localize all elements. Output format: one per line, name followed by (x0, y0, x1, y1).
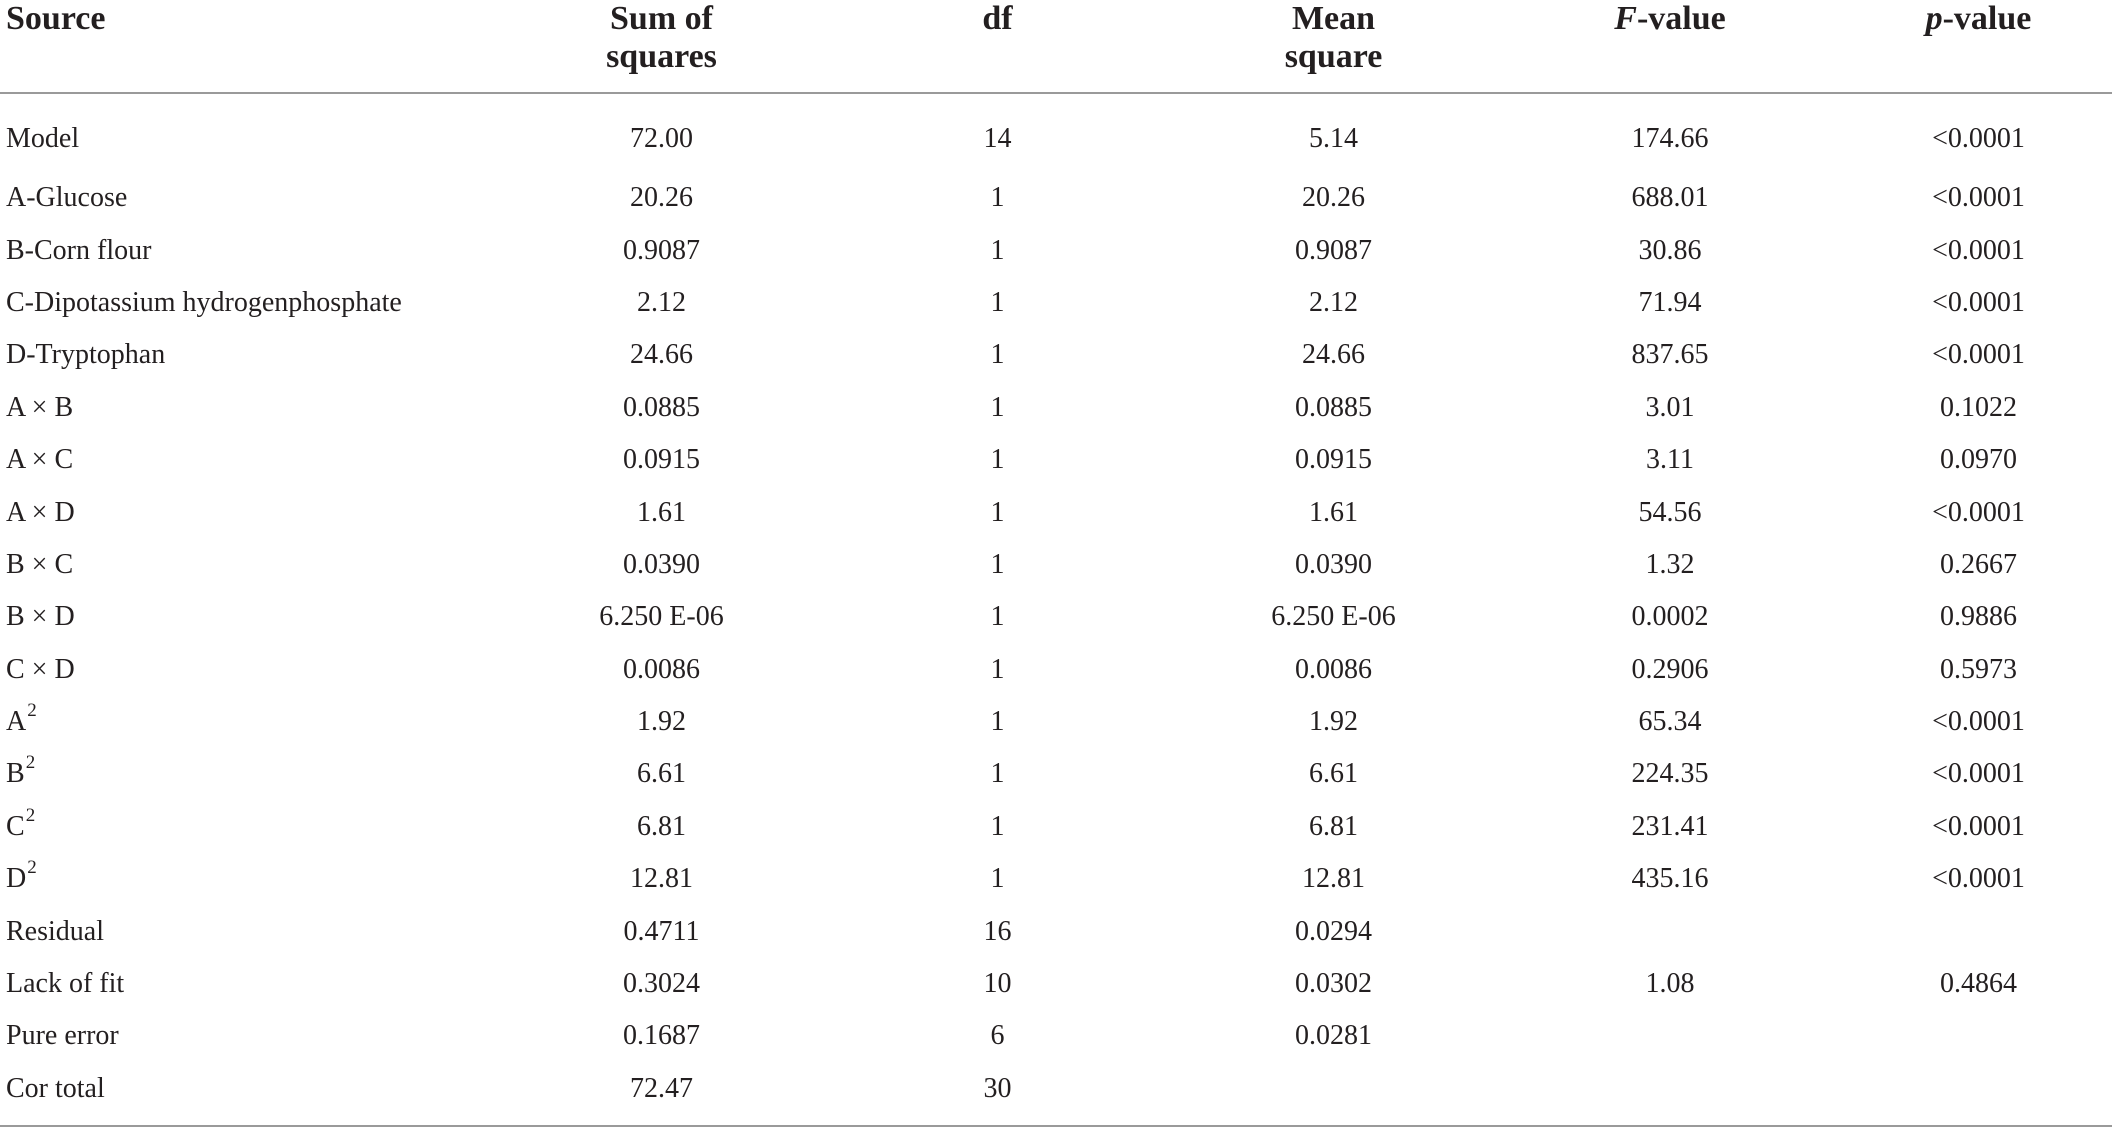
cell-df: 6 (990, 1020, 1005, 1052)
cell-mean-square: 0.0390 (1295, 548, 1372, 580)
cell-df: 1 (990, 810, 1005, 842)
cell-mean-square: 6.250 E-06 (1271, 601, 1396, 633)
cell-sum-of-squares: 0.9087 (623, 234, 700, 266)
table-row (0, 696, 2112, 748)
cell-df: 1 (990, 339, 1005, 371)
table-row (0, 958, 2112, 1010)
cell-mean-square: 6.61 (1309, 758, 1358, 790)
cell-f-value (1495, 1010, 1845, 1062)
table-row (0, 172, 2112, 224)
cell-mean-square: 12.81 (1302, 863, 1365, 895)
header-df: df (823, 0, 1172, 93)
cell-mean-square: 0.0086 (1295, 653, 1372, 685)
cell-p-value: 0.5973 (1940, 653, 2017, 685)
cell-f-value: 71.94 (1638, 286, 1702, 318)
cell-source: Lack of fit (6, 968, 125, 1000)
cell-source: Model (6, 123, 80, 154)
table-row (0, 853, 2112, 905)
cell-f-value (1495, 905, 1845, 957)
cell-source: $A^2$ (6, 700, 37, 738)
cell-sum-of-squares: 72.47 (500, 1063, 823, 1126)
cell-sum-of-squares: 1.92 (637, 706, 686, 738)
cell-p-value (1845, 905, 2112, 957)
table-row (0, 644, 2112, 696)
table-row (0, 748, 2112, 800)
cell-p-value (1845, 1063, 2112, 1126)
cell-df: 1 (990, 653, 1005, 685)
cell-f-value: 54.56 (1638, 496, 1702, 528)
cell-f-value: 688.01 (1631, 182, 1709, 214)
cell-df: 16 (983, 915, 1012, 947)
cell-f-value: 30.86 (1638, 234, 1702, 266)
cell-f-value: 837.65 (1631, 339, 1709, 371)
cell-mean-square: 1.92 (1309, 706, 1358, 738)
cell-mean-square: 0.0885 (1295, 391, 1372, 423)
cell-f-value: 1.08 (1645, 968, 1695, 1000)
cell-sum-of-squares: 0.0915 (623, 444, 700, 476)
cell-mean-square: 6.81 (1309, 810, 1358, 842)
cell-mean-square: 5.14 (1309, 123, 1358, 154)
cell-sum-of-squares: 0.0086 (623, 653, 700, 685)
cell-source: $B^2$ (6, 752, 36, 790)
cell-source: D-Tryptophan (6, 339, 166, 371)
cell-source: $D^2$ (6, 857, 37, 895)
cell-sum-of-squares: 72.00 (630, 123, 693, 154)
cell-source: B × C (6, 548, 74, 580)
cell-f-value (1495, 1063, 1845, 1126)
cell-p-value: 0.4864 (1940, 968, 2017, 1000)
header-source: Source (0, 0, 500, 93)
table-row (0, 277, 2112, 329)
header-sum-of-squares: Sum of squares (500, 0, 823, 93)
cell-mean-square: 2.12 (1309, 286, 1358, 318)
table-row (0, 224, 2112, 276)
cell-source: Pure error (6, 1020, 119, 1052)
table-row (0, 1063, 2112, 1126)
table-row (0, 486, 2112, 538)
cell-sum-of-squares: 0.1687 (623, 1020, 700, 1052)
cell-sum-of-squares: 24.66 (630, 339, 693, 371)
header-p-value: p-value (1845, 0, 2112, 93)
cell-df: 10 (983, 968, 1012, 1000)
cell-f-value: 0.2906 (1631, 653, 1709, 685)
cell-f-value: 3.01 (1645, 391, 1695, 423)
cell-df: 1 (990, 758, 1005, 790)
cell-sum-of-squares: 2.12 (637, 286, 686, 318)
table-row (0, 801, 2112, 853)
table-body (0, 93, 2112, 1126)
cell-source: A-Glucose (6, 182, 128, 214)
cell-sum-of-squares: 20.26 (630, 182, 693, 214)
cell-df: 1 (990, 182, 1005, 214)
cell-p-value: <0.0001 (1932, 810, 2025, 842)
cell-mean-square: 24.66 (1302, 339, 1365, 371)
cell-mean-square: 0.9087 (1295, 234, 1372, 266)
cell-p-value: 0.2667 (1940, 548, 2017, 580)
cell-mean-square: 1.61 (1309, 496, 1358, 528)
cell-p-value: <0.0001 (1932, 496, 2025, 528)
table-row (0, 1010, 2112, 1062)
cell-p-value: <0.0001 (1932, 286, 2025, 318)
cell-f-value: 3.11 (1646, 444, 1694, 476)
cell-df: 1 (990, 496, 1005, 528)
cell-p-value: <0.0001 (1932, 234, 2025, 266)
cell-df: 1 (990, 548, 1005, 580)
cell-mean-square: 0.0294 (1295, 915, 1372, 947)
table-row (0, 434, 2112, 486)
cell-sum-of-squares: 6.250 E-06 (599, 601, 724, 633)
cell-p-value: 0.9886 (1940, 601, 2017, 633)
cell-df: 1 (990, 601, 1005, 633)
table-header (0, 0, 2112, 93)
cell-f-value: 224.35 (1631, 758, 1709, 790)
cell-sum-of-squares: 0.0885 (623, 391, 700, 423)
cell-sum-of-squares: 0.3024 (623, 968, 700, 1000)
cell-source: C-Dipotassium hydrogenphosphate (6, 286, 402, 318)
cell-df: 1 (990, 234, 1005, 266)
cell-source: A × C (6, 444, 74, 476)
cell-mean-square (1172, 1063, 1495, 1126)
cell-p-value: <0.0001 (1932, 339, 2025, 371)
cell-df: 1 (990, 706, 1005, 738)
cell-sum-of-squares: 6.61 (637, 758, 686, 790)
cell-df: 14 (983, 123, 1012, 154)
superscript-exponent: 2 (25, 752, 36, 774)
table-row (0, 905, 2112, 957)
cell-df: 1 (990, 444, 1005, 476)
cell-p-value: 0.0970 (1940, 444, 2017, 476)
cell-f-value: 231.41 (1631, 810, 1709, 842)
cell-p-value: <0.0001 (1932, 863, 2025, 895)
cell-df: 1 (990, 863, 1005, 895)
table-row (0, 382, 2112, 434)
cell-sum-of-squares: 0.4711 (623, 915, 700, 947)
table-row (0, 93, 2112, 172)
cell-mean-square: 0.0302 (1295, 968, 1372, 1000)
cell-sum-of-squares: 1.61 (637, 496, 686, 528)
header-mean-square: Mean square (1172, 0, 1495, 93)
cell-source: Cor total (0, 1063, 500, 1126)
cell-p-value: 0.1022 (1940, 391, 2017, 423)
cell-p-value: <0.0001 (1932, 758, 2025, 790)
cell-sum-of-squares: 12.81 (630, 863, 693, 895)
cell-sum-of-squares: 0.0390 (623, 548, 700, 580)
cell-source: C × D (6, 653, 75, 685)
cell-p-value: <0.0001 (1932, 706, 2025, 738)
cell-f-value: 1.32 (1645, 548, 1695, 580)
superscript-exponent: 2 (27, 857, 37, 879)
table-row (0, 329, 2112, 381)
cell-p-value: <0.0001 (1932, 123, 2025, 154)
cell-f-value: 174.66 (1631, 123, 1709, 154)
cell-source: A × D (6, 496, 75, 528)
cell-source: Residual (6, 915, 104, 947)
cell-sum-of-squares: 6.81 (637, 810, 686, 842)
cell-mean-square: 0.0915 (1295, 444, 1372, 476)
cell-p-value (1845, 1010, 2112, 1062)
table-row (0, 539, 2112, 591)
cell-f-value: 0.0002 (1631, 601, 1709, 633)
superscript-exponent: 2 (27, 700, 37, 722)
cell-mean-square: 0.0281 (1295, 1020, 1372, 1052)
header-row (0, 0, 2112, 93)
superscript-exponent: 2 (25, 804, 36, 826)
header-f-value: F-value (1495, 0, 1845, 93)
cell-f-value: 435.16 (1631, 863, 1709, 895)
cell-df: 30 (823, 1063, 1172, 1126)
table-row (0, 591, 2112, 643)
cell-source: B × D (6, 601, 75, 633)
cell-source: $C^2$ (6, 804, 36, 842)
cell-df: 1 (990, 391, 1005, 423)
cell-f-value: 65.34 (1638, 706, 1702, 738)
cell-source: B-Corn flour (6, 234, 152, 266)
cell-mean-square: 20.26 (1302, 182, 1365, 214)
cell-df: 1 (990, 286, 1005, 318)
cell-source: A × B (6, 391, 74, 423)
cell-p-value: <0.0001 (1932, 182, 2025, 214)
